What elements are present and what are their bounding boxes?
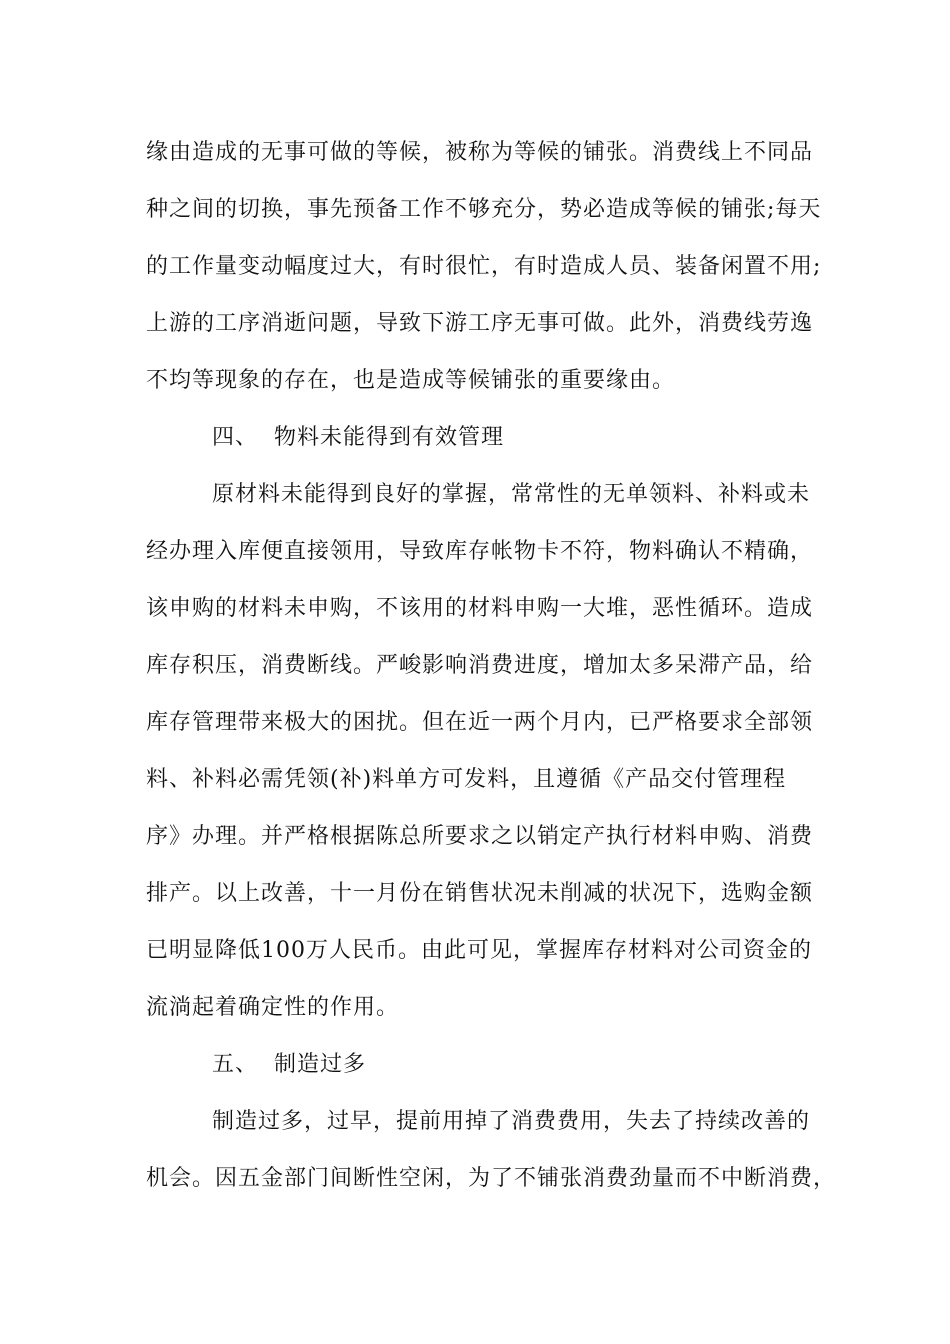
paragraph-waiting-waste [146,124,826,409]
text-line: 流淌起着确定性的作用。 [146,995,400,1020]
text-line: 机会。因五金部门间断性空闲，为了不铺张消费劲量而不中断消费， [146,1166,837,1191]
text-line: 种之间的切换，事先预备工作不够充分，势必造成等候的铺张;每天 [146,197,822,222]
text-line: 的工作量变动幅度过大，有时很忙，有时造成人员、装备闲置不用; [146,254,822,279]
heading-number: 四、 [212,425,259,450]
paragraph-overproduction [146,1093,837,1207]
text-line: 料、补料必需凭领(补)料单方可发料，且遵循《产品交付管理程 [146,767,787,792]
text-line: 库存积压，消费断线。严峻影响消费进度，增加太多呆滞产品，给 [146,653,814,678]
text-line: 原材料未能得到良好的掌握，常常性的无单领料、补料或未 [212,482,811,507]
text-line: 已明显降低100万人民币。由此可见，掌握库存材料对公司资金的 [146,938,812,963]
section-heading-5 [146,1036,826,1093]
text-line: 不均等现象的存在，也是造成等候铺张的重要缘由。 [146,368,676,393]
text-line: 库存管理带来极大的困扰。但在近一两个月内，已严格要求全部领 [146,710,814,735]
heading-number: 五、 [212,1052,259,1077]
heading-title: 物料未能得到有效管理 [274,425,505,450]
text-line: 排产。以上改善，十一月份在销售状况未削减的状况下，选购金额 [146,881,814,906]
text-line: 制造过多，过早，提前用掉了消费费用，失去了持续改善的 [212,1109,811,1134]
paragraph-material-management [146,466,826,1036]
text-line: 缘由造成的无事可做的等候，被称为等候的铺张。消费线上不同品 [146,140,814,165]
text-line: 经办理入库便直接领用，导致库存帐物卡不符，物料确认不精确， [146,539,814,564]
text-line: 序》办理。并严格根据陈总所要求之以销定产执行材料申购、消费 [146,824,814,849]
heading-title: 制造过多 [274,1052,367,1077]
text-line: 该申购的材料未申购，不该用的材料申购一大堆，恶性循环。造成 [146,596,814,621]
text-line: 上游的工序消逝问题，导致下游工序无事可做。此外，消费线劳逸 [146,311,814,336]
section-heading-4 [146,409,826,466]
